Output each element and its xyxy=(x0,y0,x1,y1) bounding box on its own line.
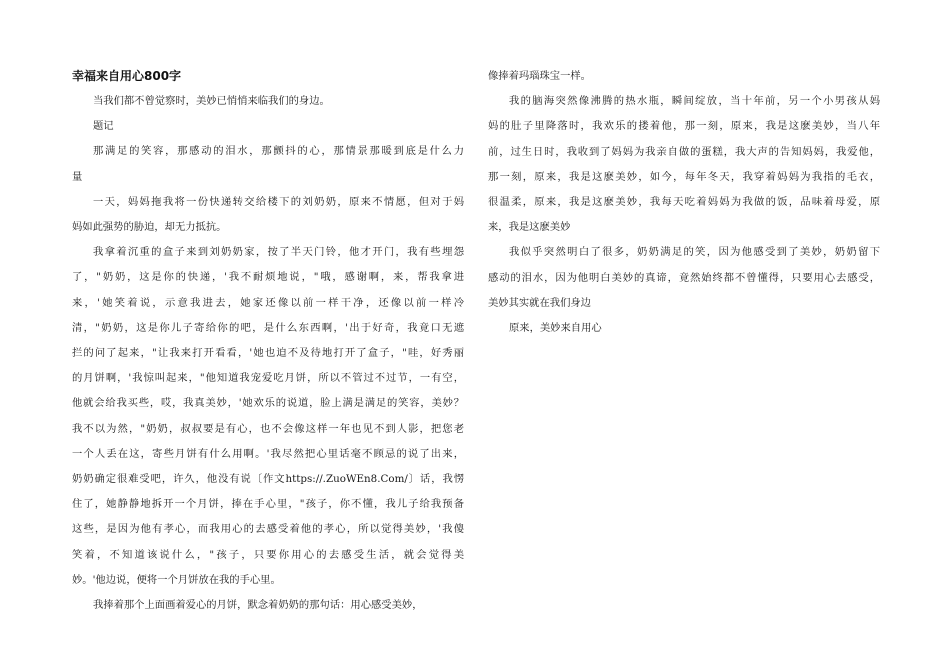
paragraph xyxy=(72,240,464,593)
text-line: 清，"奶奶，这是你儿子寄给你的吧，是什么东西啊，'出于好奇，我竟口无遮 xyxy=(72,321,464,334)
text-line: 量 xyxy=(72,170,83,183)
left-column xyxy=(72,64,464,618)
text-line: 奶奶确定很难受吧，许久，他没有说〔作文https://.ZuoWEn8.Com/〕话，我愣 xyxy=(72,473,464,486)
text-line: 原来，美妙来自用心 xyxy=(509,322,602,335)
text-line: 美妙其实就在我们身边 xyxy=(488,296,591,309)
text-line: 我拿着沉重的盒子来到刘奶奶家，按了半天门铃，他才开门，我有些埋怨 xyxy=(93,246,464,259)
text-line: 我似乎突然明白了很多，奶奶满足的笑，因为他感受到了美妙，奶奶留下 xyxy=(509,246,880,259)
paragraph xyxy=(72,139,464,189)
text-line: 来，我是这麽美妙 xyxy=(488,221,571,234)
text-line: 拦的问了起来，"让我来打开看看，'她也迫不及待地打开了盒子，"哇，好秀丽 xyxy=(72,347,464,360)
text-line: 妈的肚子里降落时，我欢乐的搂着他，那一刻，原来，我是这麽美妙，当八年 xyxy=(488,120,880,133)
text-line: 了，"奶奶，这是你的快递，'我不耐烦地说，"哦，感谢啊，来，帮我拿进 xyxy=(72,271,464,284)
text-line: 我的脑海突然像沸腾的热水瓶，瞬间绽放，当十年前，另一个小男孩从妈 xyxy=(509,95,880,108)
text-line: 的月饼啊，'我惊叫起来，"他知道我宠爱吃月饼，所以不管过不过节，一有空， xyxy=(72,372,464,385)
text-line: 妈如此强势的胁迫，却无力抵抗。 xyxy=(72,221,227,234)
paragraph xyxy=(72,190,464,240)
text-line: 当我们都不曾觉察时，美妙已悄悄来临我们的身边。 xyxy=(93,95,330,107)
text-line: 像捧着玛瑙珠宝一样。 xyxy=(488,70,591,82)
paragraph xyxy=(72,114,464,139)
text-line: 一天，妈妈拖我将一份快递转交给楼下的刘奶奶，原来不情愿，但对于妈 xyxy=(93,195,464,208)
text-line: 我不以为然，"奶奶，叔叔要是有心，也不会像这样一年也见不到人影，把您老 xyxy=(72,422,464,435)
text-line: 一个人丢在这，寄些月饼有什么用啊。'我尽然把心里话毫不顾忌的说了出来， xyxy=(72,447,464,460)
paragraph xyxy=(72,89,464,114)
text-line: 那一刻，原来，我是这麽美妙，如今，每年冬天，我穿着妈妈为我指的毛衣， xyxy=(488,170,880,183)
paragraph xyxy=(488,89,880,240)
text-line: 这些，是因为他有孝心，而我用心的去感受着他的孝心，所以觉得美妙，'我傻 xyxy=(72,523,464,536)
text-line: 很温柔，原来，我是这麽美妙，我每天吃着妈妈为我做的饭，品味着母爱，原 xyxy=(488,196,880,209)
paragraph xyxy=(488,240,880,316)
right-column xyxy=(488,64,880,341)
text-line: 他就会给我买些，哎，我真美妙，'她欢乐的说道，脸上满是满足的笑容，美妙？ xyxy=(72,397,464,410)
paragraph xyxy=(488,316,880,341)
text-line: 那满足的笑容，那感动的泪水，那颤抖的心，那情景那暖到底是什么力 xyxy=(93,145,464,158)
text-line: 住了，她静静地拆开一个月饼，捧在手心里，"孩子，你不懂，我儿子给我预备 xyxy=(72,498,464,511)
paragraph xyxy=(72,593,464,618)
paragraph xyxy=(488,64,880,89)
article-title: 幸福来自用心800字 xyxy=(72,69,182,83)
text-line: 笑着，不知道该说什么，"孩子，只要你用心的去感受生活，就会觉得美 xyxy=(72,548,464,561)
text-line: 妙。'他边说，便将一个月饼放在我的手心里。 xyxy=(72,573,281,586)
text-line: 题记 xyxy=(93,120,114,133)
text-line: 感动的泪水，因为他明白美妙的真谛，竟然始终都不曾懂得，只要用心去感受， xyxy=(488,271,880,284)
text-line: 前，过生日时，我收到了妈妈为我亲自做的蛋糕，我大声的告知妈妈，我爱他， xyxy=(488,145,880,158)
text-line: 来，'她笑着说，示意我进去，她家还像以前一样干净，还像以前一样冷 xyxy=(72,296,464,309)
text-line: 我捧着那个上面画着爱心的月饼，默念着奶奶的那句话：用心感受美妙， xyxy=(93,599,423,612)
